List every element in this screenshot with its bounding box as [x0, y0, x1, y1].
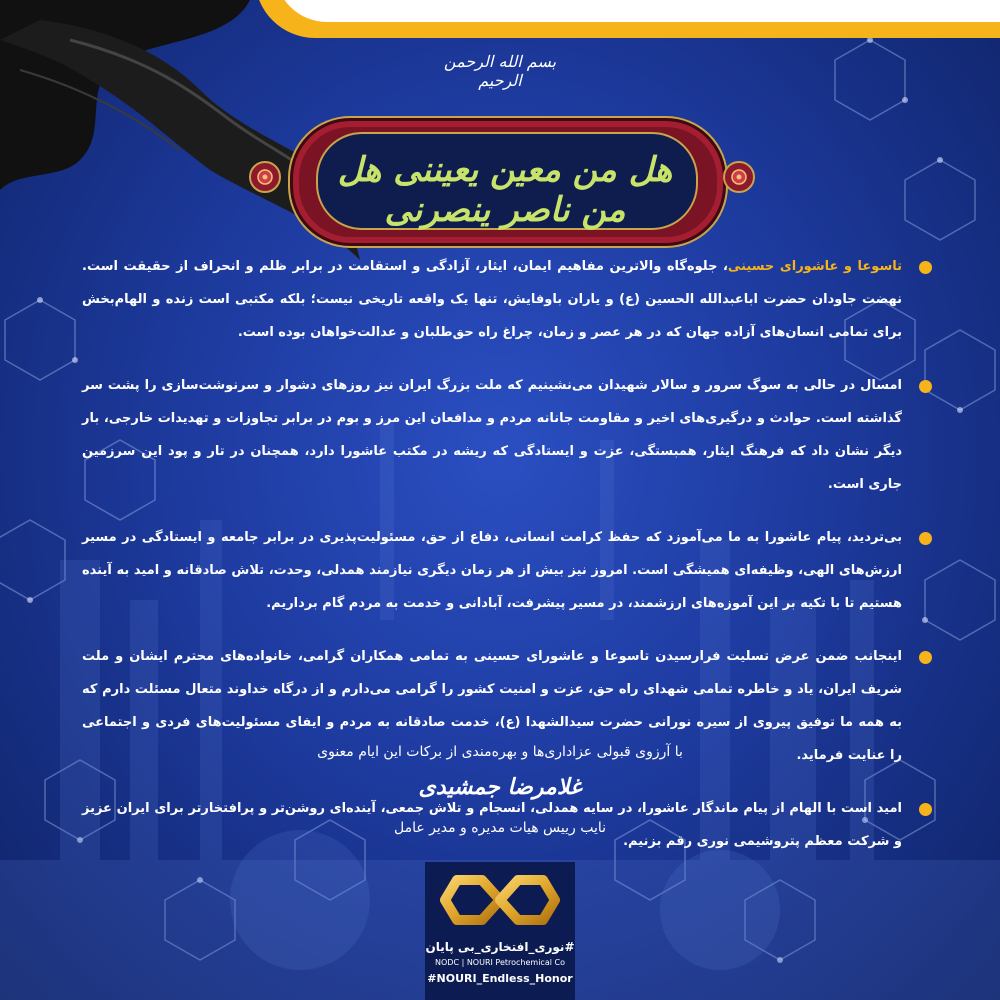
closing-wish: با آرزوی قبولی عزاداری‌ها و بهره‌مندی از برکات این ایام معنوی	[317, 744, 683, 760]
right-floral-ornament-icon	[722, 160, 756, 194]
paragraph-text: امید است با الهام از پیام ماندگار عاشورا، در سایه همدلی، انسجام و تلاش جمعی، آینده‌ای روشن‌تر و پرافتخارتر برای ایران عزیز و شرکت معظم پتروشیمی نوری رقم بزنیم.	[82, 801, 902, 849]
calligraphy-text: هل من معین یعیننی هل من ناصر ینصرنی	[337, 150, 673, 230]
bullet-icon	[919, 651, 932, 664]
company-name: NODC | NOURI Petrochemical Co	[435, 958, 565, 967]
english-hashtag: #NOURI_Endless_Honor	[427, 972, 573, 985]
infinity-logo-icon	[437, 866, 563, 934]
paragraph-text: اینجانب ضمن عرض تسلیت فرارسیدن تاسوعا و عاشورای حسینی به تمامی همکاران گرامی، خانواده‌های محترم ایشان و ملت شریف ایران، یاد و خاطره تمامی شهدای راه حق، عزت و امنیت کشور را گرامی می‌دارم و از درگاه خداوند متعال مسئلت دارم که به همه ما توفیق پیروی از سیره نورانی حضرت سیدالشهدا (ع)، خدمت صادقانه به مردم و ایفای مسئولیت‌های فردی و اجتماعی را عنایت فرماید.	[82, 649, 902, 763]
paragraph-text: ، جلوه‌گاه والاترین مفاهیم ایمان، ایثار، آزادگی و استقامت در برابر ظلم و انحراف از حقیقت است. نهضت جاودان حضرت اباعبدالله الحسین (ع) و یاران باوفایش، تنها یک واقعه تاریخی نیست؛ بلکه مکتبی است زنده و الهام‌بخش برای تمامی انسان‌های آزاده جهان که در هر عصر و زمان، چراغ راه حق‌طلبان و عدالت‌خواهان بوده است.	[82, 259, 902, 340]
bullet-icon	[919, 261, 932, 274]
paragraph-text: بی‌تردید، پیام عاشورا به ما می‌آموزد که حفظ کرامت انسانی، دفاع از حق، مسئولیت‌پذیری در برابر جامعه و ایستادگی در مسیر ارزش‌های الهی، وظیفه‌ای همیشگی است. امروز نیز بیش از هر زمان دیگری نیازمند همدلی، وحدت، تلاش صادقانه و امید به آینده هستیم تا با تکیه بر این آموزه‌های ارزشمند، در مسیر پیشرفت، آبادانی و خدمت به مردم گام برداریم.	[82, 530, 902, 611]
paragraph	[82, 250, 932, 349]
signer-title: نایب رییس هیات مدیره و مدیر عامل	[393, 820, 607, 836]
top-white-banner	[275, 0, 1000, 22]
bullet-icon	[919, 380, 932, 393]
paragraph	[82, 521, 932, 620]
paragraph-text: امسال در حالی به سوگ سرور و سالار شهیدان می‌نشینیم که ملت بزرگ ایران نیز روزهای دشوار و سرنوشت‌سازی را پشت سر گذاشته است. حوادث و درگیری‌های اخیر و مقاومت جانانه مردم و مدافعان این مرز و بوم در برابر تجاوزات و تهدیدات خارجی، بار دیگر نشان داد که فرهنگ ایثار، همبستگی، عزت و ایستادگی که ریشه در مکتب عاشورا دارد، همچنان در تار و پود این سرزمین جاری است.	[82, 378, 902, 492]
signature: غلامرضا جمشیدی	[418, 774, 582, 800]
basmala-text: بسم الله الرحمن الرحیم	[443, 52, 557, 90]
persian-hashtag: #نوری_افتخاری_بی پایان	[425, 940, 575, 954]
highlight-text: تاسوعا و عاشورای حسینی	[727, 259, 902, 274]
paragraph	[82, 369, 932, 501]
left-floral-ornament-icon	[248, 160, 282, 194]
bullet-icon	[919, 803, 932, 816]
bullet-icon	[919, 532, 932, 545]
